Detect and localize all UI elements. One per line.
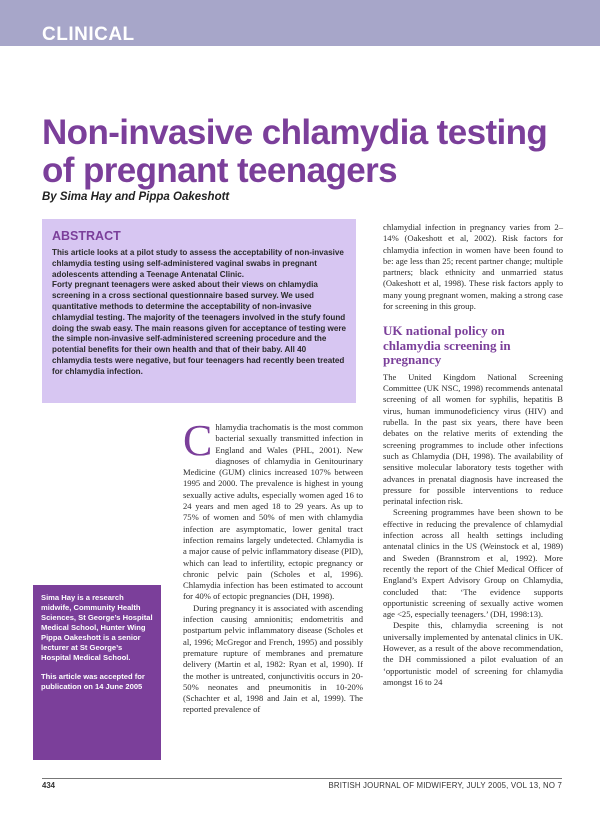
body-column-2 — [383, 222, 563, 688]
section-label: CLINICAL — [42, 24, 135, 45]
body-paragraph: hlamydia trachomatis is the most common bacterial sexually transmitted infection in England and Wales (PHL, 2001). New diagnoses of chlamydia in Genitourinary Medicine (GUM) clinics increased 107% between 1995 and 2000. The prevalence is highest in young sexually active adults, especially women aged 16 to 24 years and men aged 18 to 29 years. As up to 75% of women and 50% of men with chlamydia infection are asymptomatic, lower genital tract infection remains largely undetected. Chlamydia is a major cause of pelvic inflammatory disease (PID), which can lead to infertility, ectopic pregnancy or chronic pelvic pain (Scholes et al, 1996). Chlamydia infection has been estimated to account for 40% of ectopic pregnancies (DH, 1998). — [183, 422, 363, 602]
body-paragraph: Despite this, chlamydia screening is not universally implemented by antenatal clinics in UK. However, as a result of the above recommendation, the DH commissioned a pilot evaluation of an ‘opportunistic model of screening for chlamydia amongst 16 to 24 — [383, 620, 563, 687]
drop-cap: C — [183, 416, 213, 465]
body-paragraph: The United Kingdom National Screening Committee (UK NSC, 1998) recommends antenatal screening of all women for syphilis, hepatitis B virus, human immunodeficiency virus (HIV) and rubella. In the past six years, there have been debates on the relative merits of extending the screening programmes to include other infections such as Chlamydia (DH, 1998). The availability of sensitive molecular laboratory tests together with advances in prenatal diagnosis have increased the pressure for possible interventions to reduce perinatal infection risk. — [383, 371, 563, 507]
abstract-paragraph: Forty pregnant teenagers were asked about their views on chlamydia screening in a cross sectional questionnaire based survey. We used quantitative methods to determine the acceptability of non-invasive chlamydial testing. The majority of the teenagers involved in the stufy found doing the swab easy. The main reasons given for acceptance of testing were the simple non-invasive self-administered screening procedure and the potential benefits for their own health and that of their baby. All 40 chlamydia tests were negative, but four teenagers had recently been treated for chlamydia infection. — [52, 280, 347, 376]
acceptance-note: This article was accepted for publication on 14 June 2005 — [41, 672, 145, 691]
author-info-box — [33, 585, 161, 760]
body-column-1 — [183, 416, 363, 716]
body-paragraph: During pregnancy it is associated with ascending infection causing amnionitis; endometritis and postpartum pelvic inflammatory disease (Scholes et al, 1996; McGregor and French, 1995) and possibly premature rupture of membranes and premature delivery (Martin et al, 1982: Ryan et al, 1990). If the mother is untreated, conjunctivitis occurs in 20-50% neonates and pneumonitis in 10-20% (Schachter et al, 1998 and Jain et al, 1999). The reported prevalence of — [183, 602, 363, 715]
journal-citation: BRITISH JOURNAL OF MIDWIFERY, JULY 2005, VOL 13, NO 7 — [328, 781, 562, 790]
body-paragraph: chlamydial infection in pregnancy varies from 2–14% (Oakeshott et al, 2002). Risk factors for chlamydia infection in women have been found to be: age less than 25; recent partner change; multiple partners; black ethnicity and unmarried status (Oakeshott et al, 1998). These risk factors apply to many young pregnant women, making a strong case for screening in this group. — [383, 222, 563, 312]
article-title: Non-invasive chlamydia testing of pregnant teenagers — [42, 113, 548, 190]
section-subheading: UK national policy on chlamydia screening in pregnancy — [383, 323, 511, 368]
byline: By Sima Hay and Pippa Oakeshott — [42, 191, 230, 203]
footer-rule — [42, 778, 562, 779]
abstract-heading: ABSTRACT — [52, 229, 121, 243]
author-bio: Sima Hay is a research midwife, Community Health Sciences, St George’s Hospital Medical School, Hunter Wing Pippa Oakeshott is a senior lecturer at St George’s Hospital Medical School. — [41, 593, 153, 662]
abstract-paragraph: This article looks at a pilot study to assess the acceptability of non-invasive chlamydia testing using self-administered vaginal swabs in pregnant adolescents attending a Teenage Antenatal Clinic. — [52, 248, 344, 279]
abstract-box — [42, 219, 356, 403]
body-paragraph: Screening programmes have been shown to be effective in reducing the prevalence of chlamydial infection across all health settings including antenatal clinics in the US (Weinstock et al, 1989) and Sweden (Brannstrom et al, 1992). More recently the report of the Chief Medical Officer of England’s Expert Advisory Group on Chlamydia, concluded that: ‘The evidence supports opportunistic screening of sexually active women age <25, especially teenagers.’ (DH, 1998:13). — [383, 507, 563, 620]
page-number: 434 — [42, 781, 56, 790]
